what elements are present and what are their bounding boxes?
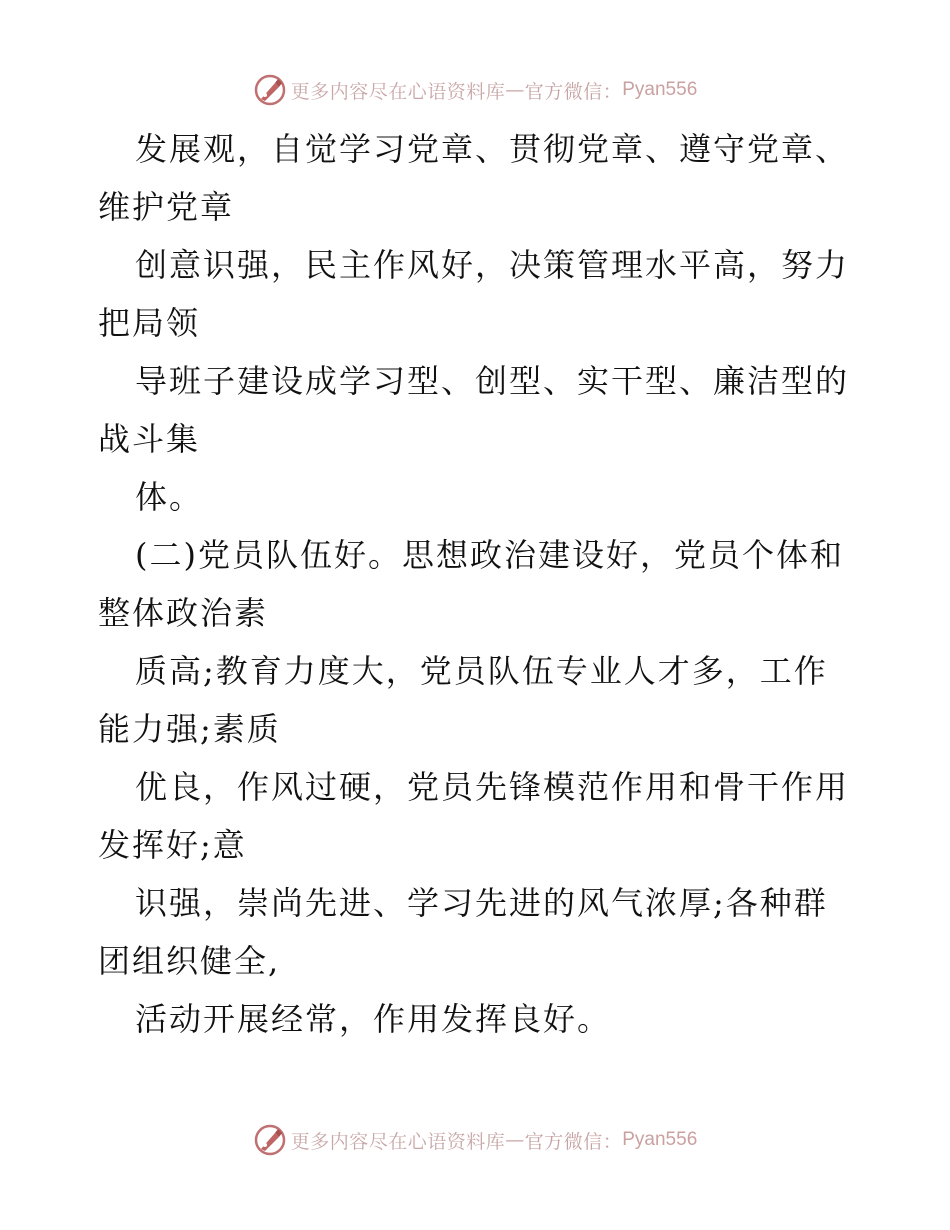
document-body — [98, 120, 858, 1048]
text-line: 体。 — [135, 478, 204, 516]
text-line: 团组织健全, — [98, 942, 281, 980]
text-line: 发挥好;意 — [98, 826, 247, 864]
banner-wechat-label: 官方微信： — [524, 1130, 623, 1153]
banner-wechat-id: Pyan556 — [622, 79, 698, 100]
text-line: 维护党章 — [98, 188, 235, 226]
text-line: 能力强;素质 — [98, 710, 281, 748]
text-line: 创意识强，民主作风好，决策管理水平高，努力 — [135, 246, 850, 284]
banner-dash: — — [505, 79, 525, 101]
text-line: 整体政治素 — [98, 594, 269, 632]
text-line: 优良，作风过硬，党员先锋模范作用和骨干作用 — [135, 768, 850, 806]
pen-nib-logo-icon — [253, 1123, 287, 1157]
footer-banner — [0, 1120, 950, 1160]
banner-slogan: 更多内容尽在心语资料库 — [290, 80, 506, 103]
text-line: 战斗集 — [98, 420, 201, 458]
text-line: (二)党员队伍好。思想政治建设好，党员个体和 — [135, 536, 844, 574]
banner-dash: — — [505, 1129, 525, 1151]
text-line: 把局领 — [98, 304, 201, 342]
banner-wechat-id: Pyan556 — [622, 1129, 698, 1150]
banner-wechat-label: 官方微信： — [524, 80, 623, 103]
text-line: 发展观，自觉学习党章、贯彻党章、遵守党章、 — [135, 130, 850, 168]
text-line: 导班子建设成学习型、创型、实干型、廉洁型的 — [135, 362, 850, 400]
banner-slogan: 更多内容尽在心语资料库 — [290, 1130, 506, 1153]
pen-nib-logo-icon — [253, 73, 287, 107]
header-banner — [0, 70, 950, 110]
text-line: 质高;教育力度大，党员队伍专业人才多，工作 — [135, 652, 828, 690]
text-line: 活动开展经常，作用发挥良好。 — [135, 1000, 612, 1038]
text-line: 识强，崇尚先进、学习先进的风气浓厚;各种群 — [135, 884, 828, 922]
